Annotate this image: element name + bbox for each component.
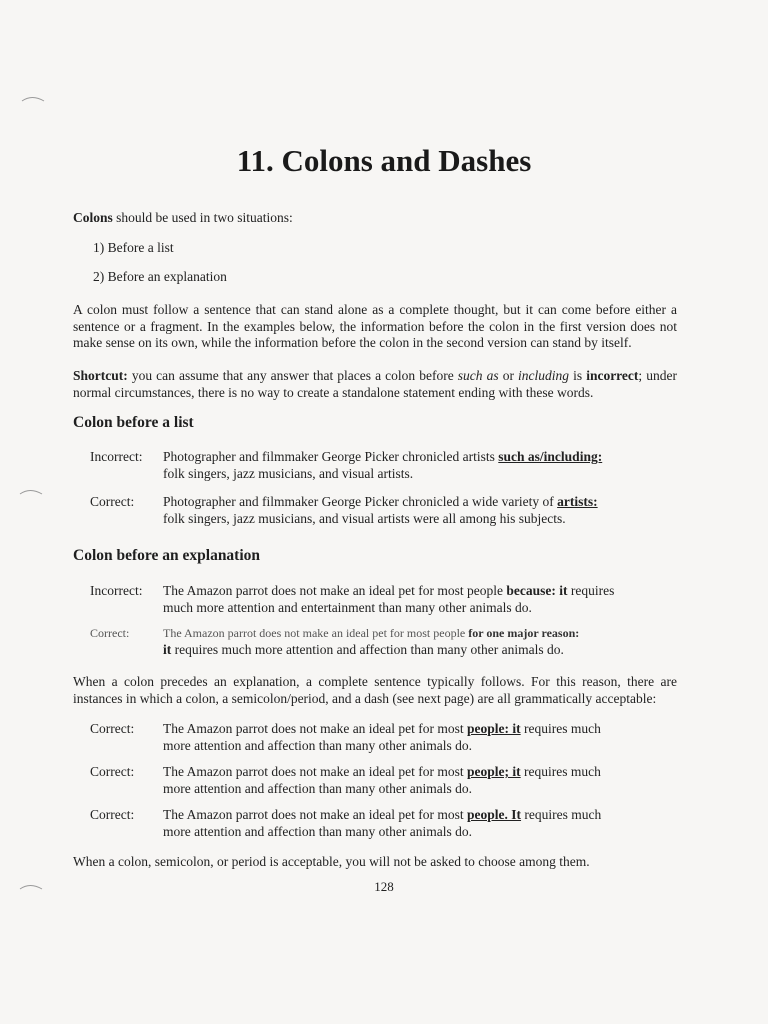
punch-hole-mark [18,486,44,498]
shortcut-text: ; under normal circumstances, there is no way to create a standalone statement ending with these words. [73,368,677,400]
shortcut-strong: incorrect [586,368,639,383]
example-line2: requires much more attention and affection than many other animals do. [171,641,564,657]
example-pre: The Amazon parrot does not make an ideal pet for most [163,721,468,736]
example-line2: more attention and affection than many other animals do. [163,737,473,753]
example-key: for one major reason: [468,626,580,640]
example-line2: much more attention and entertainment than many other animals do. [163,599,532,615]
example-post: requires [567,583,615,598]
example-pre: Photographer and filmmaker George Picker chronicled a wide variety of [163,494,558,509]
example-line2: folk singers, jazz musicians, and visual artists were all among his subjects. [163,510,566,526]
example-key: people. It [467,807,522,822]
example-key: artists: [557,494,598,509]
section-heading: Colon before an explanation [73,547,261,564]
example-label: Correct: [90,807,135,822]
example-key: people; it [467,764,521,779]
shortcut-text: is [569,368,587,383]
example-text [163,721,663,754]
intro-lead: Colons [73,210,113,225]
example-label: Correct: [90,721,135,736]
example-text [163,449,663,482]
shortcut-text: or [498,368,519,383]
example-key: such as/including: [498,449,603,464]
example-pre: The Amazon parrot does not make an ideal pet for most people [163,583,507,598]
shortcut-text: you can assume that any answer that places a colon before [127,368,458,383]
example-line2: more attention and affection than many other animals do. [163,823,473,839]
example-label: Incorrect: [90,583,143,598]
example-pre: The Amazon parrot does not make an ideal pet for most [163,807,468,822]
use-item: 2) Before an explanation [93,269,227,284]
intro-sentence [73,210,677,227]
shortcut-em: including [518,368,570,383]
example-pre: Photographer and filmmaker George Picker chronicled artists [163,449,499,464]
colon-rule-paragraph: A colon must follow a sentence that can stand alone as a complete thought, but it can come before either a sentence or a fragment. In the examples below, the information before the colon in the first version does not make sense on its own, while the information before the colon in the second version can stand by itself. [73,302,677,350]
example-text [163,625,663,658]
example-label: Incorrect: [90,449,143,464]
example-key: because: it [506,583,568,598]
example-line2-key: it [163,641,172,657]
shortcut-em: such as [457,368,499,383]
example-key: people: it [467,721,521,736]
example-pre: The Amazon parrot does not make an ideal pet for most [163,764,468,779]
example-line2: folk singers, jazz musicians, and visual artists. [163,465,414,481]
shortcut-paragraph [73,368,677,401]
intro-rest: should be used in two situations: [112,210,293,225]
example-post: requires much [521,807,602,822]
acceptable-paragraph: When a colon precedes an explanation, a complete sentence typically follows. For this reason, there are instances in which a colon, a semicolon/period, and a dash (see next page) are all grammatically acceptable: [73,674,677,706]
closing-note: When a colon, semicolon, or period is acceptable, you will not be asked to choose among them. [73,854,590,869]
example-post: requires much [520,764,601,779]
page-number: 128 [374,879,394,894]
example-text [163,583,663,616]
example-pre: The Amazon parrot does not make an ideal pet for most people [163,626,469,640]
example-text [163,764,663,797]
use-item: 1) Before a list [93,240,174,255]
example-label: Correct: [90,494,135,509]
example-label: Correct: [90,626,130,640]
example-label: Correct: [90,764,135,779]
punch-hole-mark [20,93,46,105]
example-line2: more attention and affection than many other animals do. [163,780,473,796]
page-title: 11. Colons and Dashes [236,143,532,178]
shortcut-lead: Shortcut: [73,368,128,383]
section-heading: Colon before a list [73,414,194,431]
example-text [163,807,663,840]
example-post: requires much [520,721,601,736]
example-text [163,494,663,527]
